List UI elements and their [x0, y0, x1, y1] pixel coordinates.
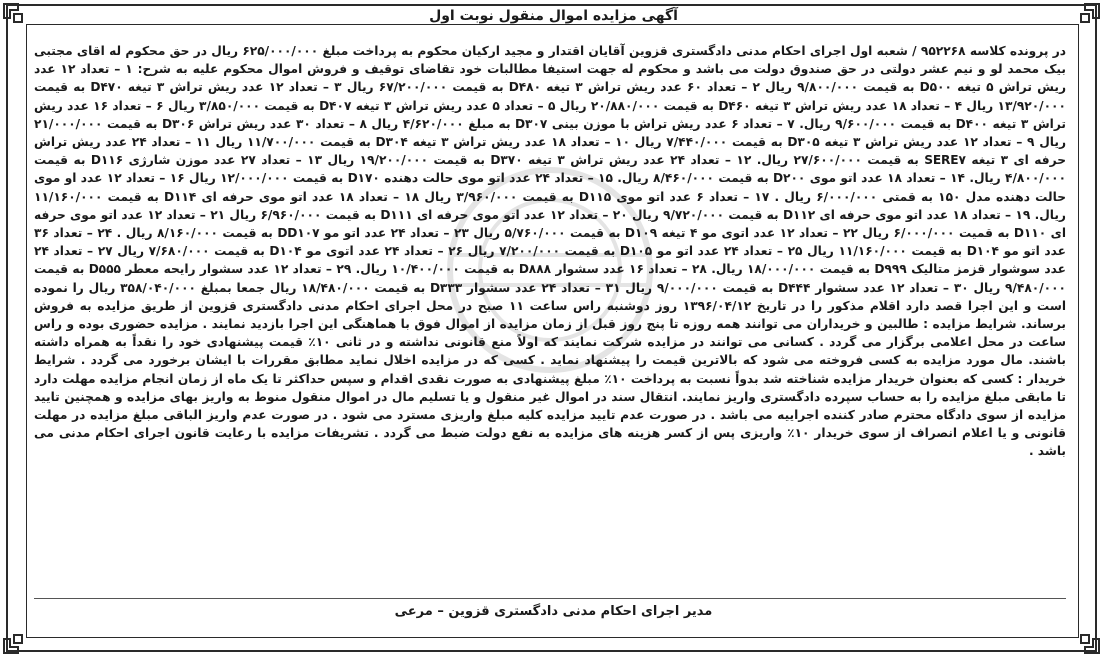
- notice-body: در پرونده کلاسه ۹۵۲۲۶۸ / شعبه اول اجرای احکام مدنی دادگستری قزوین آقایان اقتدار و مجید ارکیان محکوم به پرداخت مبلغ ۶۲۵/۰۰۰/۰۰۰ ریال در حق محکوم له اقای مجتبی بیک محمد لو و نیم عشر دولتی در حق صندوق دولت می باشد و محکوم له جهت استیفا مطالبات خود تقاضای توقیف و فروش اموال محکوم علیه به شرح: ۱ – تعداد ۱۲ عدد ریش تراش ۵ تیغه D۵۰۰ به قیمت ۹/۸۰۰/۰۰۰ ریال ۲ – تعداد ۶۰ عدد ریش تراش ۳ تیغه D۴۸۰ به قیمت ۶۷/۲۰۰/۰۰۰ ریال ۳ – تعداد ۱۲ عدد ریش تراش ۳ تیغه D۴۷۰ به قیمت ۱۳/۹۲۰/۰۰۰ ریال ۴ – تعداد ۱۸ عدد ریش تراش ۳ تیغه D۴۶۰ به قیمت ۲۰/۸۸۰/۰۰۰ ریال ۵ – تعداد ۵ عدد ریش تراش ۳ تیغه D۴۰۷ به قیمت ۳/۸۵۰/۰۰۰ ریال ۶ – تعداد ۱۶ عدد ریش تراش ۳ تیغه D۴۰۰ به قیمت ۹/۶۰۰/۰۰۰ ریال. ۷ – تعداد ۶ عدد ریش تراش با موزن بینی D۳۰۷ به مبلغ ۴/۶۲۰/۰۰۰ ریال ۸ – تعداد ۳۰ عدد ریش تراش D۳۰۶ به قیمت ۲۱/۰۰۰/۰۰۰ ریال ۹ – تعداد ۱۲ عدد ریش تراش ۳ تیغه D۳۰۵ به قیمت ۷/۴۴۰/۰۰۰ ریال ۱۰ – تعداد ۱۸ عدد ریش تراش ۳ تیغه D۳۰۴ به قیمت ۱۱/۷۰۰/۰۰۰ ریال ۱۱ – تعداد ۲۴ عدد ریش تراش حرفه ای ۳ تیغه SERE۷ به قیمت ۲۷/۶۰۰/۰۰۰ ریال. ۱۲ – تعداد ۲۴ عدد ریش تراش ۳ تیغه D۳۷۰ به قیمت ۱۹/۲۰۰/۰۰۰ ریال ۱۳ – تعداد ۲۷ عدد موزن شارژی D۱۱۶ به قیمت ۴/۸۰۰/۰۰۰ ریال. ۱۴ – تعداد ۱۸ عدد اتو موی D۲۰۰ به قیمت ۸/۴۶۰/۰۰۰ ریال. ۱۵ – تعداد ۲۴ عدد اتو موی حالت دهنده D۱۷۰ به قیمت ۱۲/۰۰۰/۰۰۰ ریال ۱۶ – تعداد ۱۲ عدد او موی حالت دهنده مدل ۱۵۰ به قمتی ۶/۰۰۰/۰۰۰ ریال . ۱۷ – تعداد ۶ عدد اتو موی D۱۱۵ به قیمت ۳/۹۶۰/۰۰۰ ریال ۱۸ – تعداد ۱۸ عدد اتو موی حرفه ای D۱۱۴ به قیمت ۱۱/۱۶۰/۰۰۰ ریال. ۱۹ – تعداد ۱۸ عدد اتو موی حرفه ای D۱۱۲ به قیمت ۹/۷۲۰/۰۰۰ ریال ۲۰ – تعداد ۱۲ عدد اتو موی حرفه ای D۱۱۱ به قیمت ۶/۹۶۰/۰۰۰ ریال ۲۱ – تعداد ۱۲ عدد اتو موی حرفه ای D۱۱۰ به قمیت ۶/۰۰۰/۰۰۰ ریال ۲۲ – تعداد ۱۲ عدد اتوی مو ۴ تیغه D۱۰۹ به قیمت ۵/۷۶۰/۰۰۰ ریال ۲۳ – تعداد ۲۴ عدد اتو مو DD۱۰۷ به قیمت ۸/۱۶۰/۰۰۰ ریال . ۲۴ – تعداد ۳۶ عدد اتو مو D۱۰۴ به قیمت ۱۱/۱۶۰/۰۰۰ ریال ۲۵ – تعداد ۲۴ عدد اتو مو D۱۰۵ به قیمت ۷/۲۰۰/۰۰۰ ریال ۲۶ – تعداد ۲۴ عدد اتوی مو D۱۰۴ به قیمت ۷/۶۸۰/۰۰۰ ریال ۲۷ – تعداد ۲۴ عدد سوشوار قزمز متالیک D۹۹۹ به قیمت ۱۸/۰۰۰/۰۰۰ ریال. ۲۸ – تعداد ۱۶ عدد سشوار D۸۸۸ به قیمت ۱۰/۴۰۰/۰۰۰ ریال. ۲۹ – تعداد ۱۲ عدد سشوار رایحه معطر D۵۵۵ به قیمت ۹/۴۸۰/۰۰۰ ریال ۳۰ – تعداد ۱۲ عدد سشوار D۴۴۴ به قیمت ۹/۰۰۰/۰۰۰ ریال ۳۱ – تعداد ۲۴ عدد سشوار D۳۳۳ به قیمت ۱۸/۴۸۰/۰۰۰ ریال جمعا بمبلغ ۳۵۸/۰۴۰/۰۰۰ ریال را نموده است و این اجرا قصد دارد اقلام مذکور را در تاریخ ۱۳۹۶/۰۴/۱۲ روز دوشنبه راس ساعت ۱۱ صبح در محل اجرای احکام مدنی دادگستری قزوین از طریق مزایده به فروش برساند. شرایط مزایده : طالبین و خریداران می توانند همه روزه تا پنج روز قبل از زمان مزایده از اموال فوق با هماهنگی این اجرا بازدید نمایند . مزایده حضوری بوده و راس ساعت در محل اعلامی برگزار می گردد . کسانی می توانند در مزایده شرکت نمایند که اولاً منع قانونی نداشته و در ثانی ۱۰٪ قیمت پیشنهادی خود را نقداً به همراه داشته باشند. مال مورد مزایده به کسی فروخته می شود که بالاترین قیمت را پیشنهاد نماید . کسی که در مزایده اخلال نماید مطابق مقررات با ایشان برخورد می گردد . شرایط خریدار : کسی که بعنوان خریدار مزایده شناخته شد بدواً نسبت به پرداخت ۱۰٪ مبلغ پیشنهادی به صورت نقدی اقدام و سپس حداکثر تا یک ماه از زمان انجام مزایده مهلت دارد تا مابقی مبلغ مزایده را به حساب سپرده دادگستری واریز نمایند. انتقال سند در اموال غیر منقول و یا تسلیم مال در اموال منقول منوط به واریز بهای مزایده و همچنین تایید مزایده از سوی دادگاه محترم صادر کننده اجراییه می باشد . در صورت عدم تایید مزایده کلیه مبلغ واریزی مسترد می شود . در صورت عدم واریز الباقی مبلغ مزایده در مهلت قانونی و یا اعلام انصراف از سوی خریدار ۱۰٪ واریزی پس از کسر هزینه های مزایده به نفع دولت ضبط می گردد . تشریفات مزایده با رعایت قانون اجرای احکام مدنی می باشد .: [34, 44, 1067, 459]
- notice-title: آگهی مزایده اموال منقول نوبت اول: [429, 8, 678, 24]
- footer-divider: [34, 598, 1066, 599]
- notice-signature: مدیر اجرای احکام مدنی دادگستری قزوین – مرعی: [394, 604, 713, 619]
- corner-ornament-icon: [0, 621, 36, 657]
- corner-ornament-icon: [1067, 621, 1103, 657]
